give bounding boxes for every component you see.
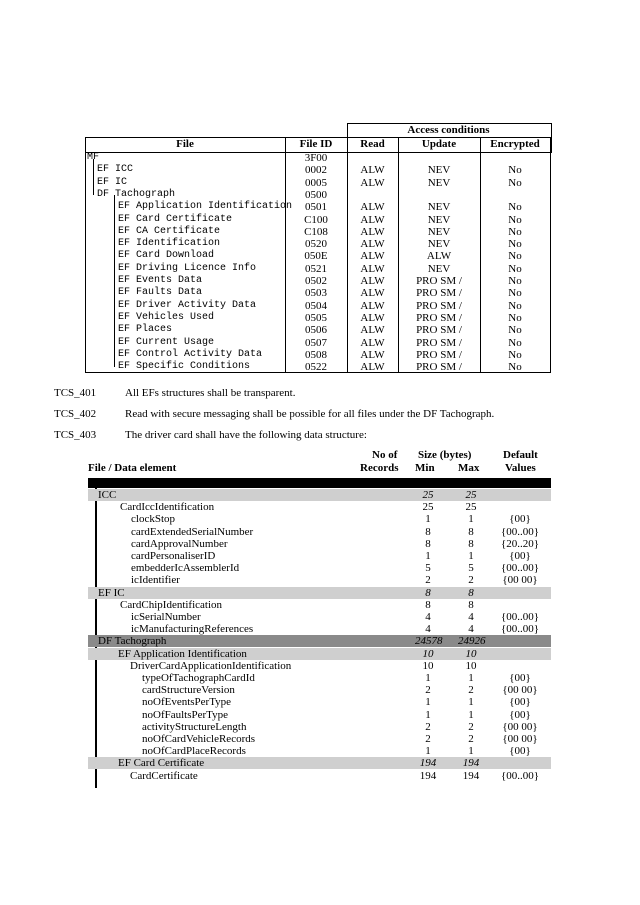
clause-id: TCS_401 [54,387,97,399]
data-element-row [88,611,551,623]
col-header-min: Min [415,462,435,474]
file-name: EF Faults Data [118,287,203,299]
size-max: 10 [465,659,477,672]
read-access: ALW [360,201,385,214]
read-access: ALW [360,176,385,189]
size-min: 10 [422,647,434,660]
update-access: PRO SM / [416,275,462,287]
default-value: {00..00} [500,769,540,782]
update-access: PRO SM / [416,287,462,300]
data-element-row [88,757,551,769]
default-value: {00 00} [502,733,538,745]
file-row [85,177,551,189]
size-max: 2 [468,684,474,697]
file-name: EF Card Download [118,250,215,262]
encrypted: No [508,299,522,312]
data-element-row [88,550,551,562]
data-element-row [88,684,551,696]
file-row [85,349,551,361]
update-access: PRO SM / [416,299,462,312]
file-name: EF Places [118,324,173,336]
file-row [85,312,551,324]
encrypted: No [508,336,522,349]
clause-id: TCS_402 [54,408,97,420]
file-name: EF Driver Activity Data [118,299,257,311]
size-min: 10 [422,659,434,672]
file-id: 0504 [305,299,327,312]
data-element-row [88,501,551,513]
element-name: DF Tachograph [98,635,167,648]
encrypted: No [508,225,522,238]
file-row [85,275,551,287]
size-min: 8 [425,525,431,538]
size-min: 1 [425,672,431,684]
driver-card-structure-table [88,448,551,788]
element-name: noOfCardPlaceRecords [142,745,246,758]
update-access: ALW [426,250,452,263]
file-id: 0501 [305,201,327,214]
update-access: NEV [427,225,451,238]
file-id: 0505 [305,311,327,324]
file-row [85,238,551,250]
file-row [85,300,551,312]
file-access-table [85,123,551,373]
col-header-records: Records [360,462,399,474]
size-min: 1 [425,513,431,526]
read-access: ALW [360,361,385,374]
file-row [85,189,551,201]
data-element-row [88,587,551,599]
size-max: 8 [468,525,474,538]
file-name: EF CA Certificate [118,225,221,237]
size-max: 4 [468,611,474,623]
col-header-default: Default [503,449,538,461]
update-access: NEV [427,201,451,214]
file-name: EF Vehicles Used [118,311,215,323]
element-name: cardExtendedSerialNumber [131,525,254,538]
size-max: 1 [468,513,474,526]
file-name: EF ICC [97,164,134,176]
file-id: C100 [304,213,328,226]
element-name: icIdentifier [131,574,180,587]
size-min: 4 [425,611,431,623]
encrypted: No [508,164,522,177]
element-name: cardPersonaliserID [131,550,216,562]
clause-text: The driver card shall have the following data structure: [125,429,367,441]
read-access: ALW [360,324,385,337]
read-access: ALW [360,287,385,300]
size-min: 194 [419,757,437,770]
size-max: 2 [468,733,474,745]
file-row [85,361,551,373]
default-value: {00..00} [500,562,540,575]
size-max: 5 [468,562,474,575]
file-id: 0520 [305,238,327,251]
col-header-file-data-element: File / Data element [88,462,177,474]
default-value: {00} [509,745,531,758]
clause-text: All EFs structures shall be transparent. [125,387,296,399]
col-header-update: Update [421,138,457,150]
encrypted: No [508,238,522,251]
element-name: clockStop [131,513,175,526]
file-name: EF Application Identification [118,201,293,213]
data-element-row [88,562,551,574]
default-value: {00} [509,672,531,684]
size-min: 2 [425,733,431,745]
size-min: 2 [425,684,431,697]
size-min: 8 [425,598,431,611]
encrypted: No [508,348,522,361]
update-access: PRO SM / [416,311,462,324]
encrypted: No [508,250,522,263]
size-min: 8 [425,586,431,599]
read-access: ALW [360,225,385,238]
data-element-row [88,660,551,672]
data-element-row [88,489,551,501]
size-max: 1 [468,672,474,684]
file-name: EF Card Certificate [118,213,233,225]
size-min: 8 [425,537,431,550]
header-separator-bar [88,478,551,488]
element-name: CardCertificate [130,769,198,782]
default-value: {00..00} [500,623,540,636]
file-id: 0005 [305,176,327,189]
default-value: {00..00} [500,525,540,538]
default-value: {00 00} [502,684,538,697]
size-min: 1 [425,550,431,562]
update-access: PRO SM / [416,324,462,337]
encrypted: No [508,287,522,300]
file-id: 0522 [305,361,327,374]
data-element-row [88,721,551,733]
size-min: 1 [425,708,431,721]
file-name: DF Tachograph [97,188,176,200]
file-id: 0507 [305,336,327,349]
element-name: noOfCardVehicleRecords [142,733,256,745]
file-id: 0502 [305,275,327,287]
size-min: 1 [425,745,431,758]
encrypted: No [508,311,522,324]
update-access: NEV [427,238,451,251]
data-element-row [88,709,551,721]
size-max: 25 [465,489,477,501]
read-access: ALW [360,164,385,177]
clause-id: TCS_403 [54,429,97,441]
element-name: icSerialNumber [131,611,201,623]
update-access: NEV [427,262,451,275]
size-min: 2 [425,574,431,587]
element-name: cardStructureVersion [142,684,235,697]
col-header-encrypted: Encrypted [490,138,540,150]
data-element-row [88,526,551,538]
encrypted: No [508,201,522,214]
size-max: 10 [465,647,477,660]
size-max: 1 [468,708,474,721]
default-value: {00} [509,513,531,526]
file-id: 0506 [305,324,327,337]
file-name: EF Control Activity Data [118,348,263,360]
file-name: EF Events Data [118,275,203,286]
update-access: PRO SM / [416,361,462,374]
element-name: noOfEventsPerType [142,696,232,709]
element-name: CardIccIdentification [120,501,215,514]
file-row [85,337,551,349]
size-max: 194 [462,757,480,770]
element-name: activityStructureLength [142,720,247,733]
size-max: 1 [468,745,474,758]
file-row [85,324,551,336]
size-min: 1 [425,696,431,709]
file-row [85,201,551,213]
update-access: NEV [427,164,451,177]
element-name: cardApprovalNumber [131,537,228,550]
file-name: EF Current Usage [118,336,215,348]
access-conditions-header: Access conditions [407,124,490,136]
file-id: 0002 [305,164,327,177]
size-min: 25 [422,501,434,514]
data-element-row [88,745,551,757]
element-name: EF Card Certificate [118,757,205,770]
data-element-row [88,574,551,586]
size-max: 1 [468,696,474,709]
read-access: ALW [360,213,385,226]
file-name: MF [87,152,100,163]
col-header-max: Max [458,462,480,474]
size-max: 4 [468,623,474,636]
file-name: EF Identification [118,238,221,250]
encrypted: No [508,361,522,374]
default-value: {00 00} [502,720,538,733]
element-name: EF IC [98,586,125,599]
size-max: 194 [462,769,480,782]
element-name: typeOfTachographCardId [142,672,255,684]
size-min: 25 [422,489,434,501]
read-access: ALW [360,299,385,312]
encrypted: No [508,213,522,226]
default-value: {00..00} [500,611,540,623]
read-access: ALW [360,262,385,275]
file-row [85,152,551,164]
file-id: 0503 [305,287,327,300]
col-header-read: Read [360,138,385,150]
default-value: {00} [509,696,531,709]
encrypted: No [508,176,522,189]
element-name: embedderIcAssemblerId [131,562,240,575]
size-min: 4 [425,623,431,636]
col-header-no-of: No of [372,449,398,461]
encrypted: No [508,275,522,287]
col-header-file: File [176,138,194,150]
data-element-row [88,672,551,684]
file-row [85,287,551,299]
default-value: {20..20} [500,537,540,550]
col-header-file-id: File ID [299,138,333,150]
file-id: 0500 [305,188,327,201]
element-name: DriverCardApplicationIdentification [130,659,292,672]
data-element-row [88,513,551,525]
col-header-size-bytes: Size (bytes) [418,449,472,461]
data-element-row [88,733,551,745]
size-max: 8 [468,586,474,599]
file-name: EF IC [97,176,128,188]
file-row [85,263,551,275]
col-header-values: Values [505,462,536,474]
file-name: EF Specific Conditions [118,361,251,373]
size-max: 1 [468,550,474,562]
element-name: noOfFaultsPerType [142,708,228,721]
read-access: ALW [360,238,385,251]
file-name: EF Driving Licence Info [118,262,257,274]
read-access: ALW [360,311,385,324]
encrypted: No [508,324,522,337]
element-name: icManufacturingReferences [131,623,254,636]
read-access: ALW [360,336,385,349]
file-id: 0508 [305,348,327,361]
size-max: 8 [468,537,474,550]
data-element-row [88,635,551,647]
update-access: NEV [427,213,451,226]
element-name: CardChipIdentification [120,598,223,611]
size-max: 25 [465,501,477,514]
size-min: 2 [425,720,431,733]
encrypted: No [508,262,522,275]
size-max: 2 [468,574,474,587]
data-element-row [88,623,551,635]
file-row [85,226,551,238]
data-element-row [88,599,551,611]
file-id: 050E [304,250,328,263]
default-value: {00} [509,550,531,562]
update-access: NEV [427,176,451,189]
data-element-row [88,696,551,708]
read-access: ALW [360,250,385,263]
element-name: EF Application Identification [118,647,247,660]
element-name: ICC [98,489,117,501]
default-value: {00 00} [502,574,538,587]
data-element-row [88,648,551,660]
file-row [85,214,551,226]
update-access: PRO SM / [416,336,462,349]
file-id: C108 [304,225,328,238]
size-min: 5 [425,562,431,575]
size-min: 24578 [415,635,443,648]
read-access: ALW [360,275,385,287]
size-max: 2 [468,720,474,733]
file-id: 0521 [305,262,327,275]
clause-text: Read with secure messaging shall be possible for all files under the DF Tachograph. [125,408,495,420]
read-access: ALW [360,348,385,361]
file-row [85,164,551,176]
update-access: PRO SM / [416,348,462,361]
size-max: 24926 [458,635,486,648]
data-element-row [88,770,551,782]
data-element-row [88,538,551,550]
default-value: {00} [509,708,531,721]
file-id: 3F00 [304,152,328,164]
size-max: 8 [468,598,474,611]
size-min: 194 [419,769,437,782]
file-row [85,250,551,262]
